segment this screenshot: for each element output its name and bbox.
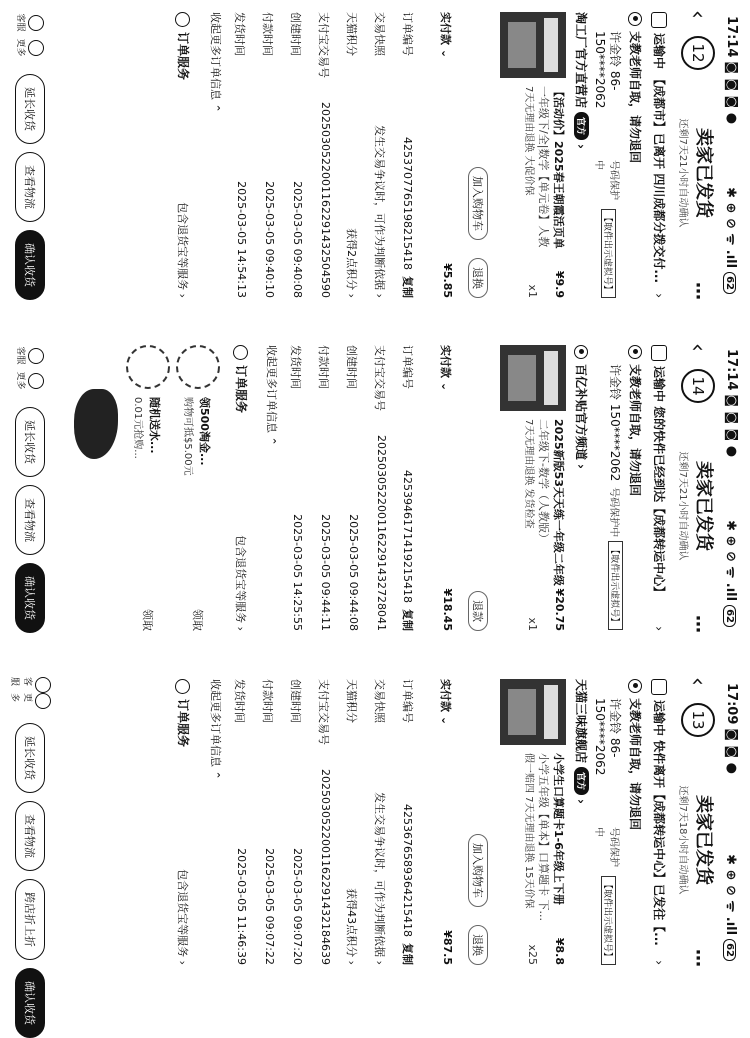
address-text: 支教老师自取，请勿退回 <box>628 698 642 831</box>
order-key: 发货时间 <box>233 679 246 723</box>
product-spec: 一年级下/全|数学【单元卷】人教 <box>537 86 550 248</box>
status-icons: ◙ ◙ ◙ ● <box>724 394 740 458</box>
address-text: 支教老师自取，请勿退回 <box>628 31 642 164</box>
more-button[interactable] <box>9 693 51 709</box>
protect-text: 号码保护中 <box>608 487 619 538</box>
protect-text: 号码保护中 <box>593 827 620 868</box>
order-key: 交易快照 <box>373 12 386 56</box>
confirm-receipt-button[interactable]: 确认收货 <box>15 230 45 300</box>
order-row <box>316 679 332 965</box>
product-qty: x1 <box>526 617 539 631</box>
order-key: 支付宝交易号 <box>317 679 330 745</box>
order-value: 4253707765198215418 <box>401 137 414 270</box>
order-row <box>260 679 276 965</box>
chat-icon <box>29 348 45 364</box>
order-value: 2025-03-05 14:25:55 <box>291 514 304 631</box>
coupon-sub: 购物可抵$5.00元 <box>182 397 194 476</box>
refund-button[interactable]: 退款 <box>468 591 488 631</box>
mini-label: 更多 <box>15 38 26 57</box>
status-bar <box>722 349 742 627</box>
product-item[interactable] <box>498 679 566 965</box>
order-value: 发生交易争议时，可作为判断依据 › <box>373 792 386 965</box>
copy-button[interactable]: 复制 <box>401 943 414 965</box>
order-value: 2025030522001162291432504590 <box>319 102 332 298</box>
collapse-label: 收起更多订单信息 <box>209 12 222 100</box>
order-key: 发货时间 <box>233 12 246 56</box>
chevron-down-icon[interactable]: ⌄ <box>439 715 452 726</box>
order-value: 2025-03-05 09:40:10 <box>263 181 276 298</box>
extend-receipt-button[interactable]: 延长收货 <box>15 723 45 793</box>
extend-receipt-button[interactable]: 延长收货 <box>15 74 45 144</box>
order-value: 4253676589364215418 <box>401 804 414 937</box>
logistics-row[interactable] <box>651 12 668 298</box>
signal-icons: ✱ ⊕ ⊘ ᯤ .ıll <box>723 520 738 602</box>
paid-label: 实付款 <box>439 679 452 712</box>
check-circle-icon <box>233 345 248 360</box>
more-icon[interactable]: ⋯ <box>687 282 709 300</box>
order-row <box>344 345 360 631</box>
back-icon[interactable]: ‹ <box>685 343 711 352</box>
chevron-up-icon: ⌃ <box>209 770 222 780</box>
order-value: 4253946171419215418 <box>401 470 414 603</box>
order-key: 天猫积分 <box>345 679 358 723</box>
chevron-right-icon: › <box>652 626 667 631</box>
header <box>676 677 720 967</box>
view-logistics-button[interactable]: 查看物流 <box>15 152 45 222</box>
chat-icon <box>35 677 51 693</box>
redaction-scribble <box>74 389 118 459</box>
order-row[interactable] <box>372 12 388 298</box>
chevron-right-icon: › <box>652 293 667 298</box>
coupon-sub: 0.01元抢购... <box>132 397 144 459</box>
order-row <box>288 12 304 298</box>
coupon-title: 领500淘金... <box>198 397 212 466</box>
product-item[interactable] <box>498 345 566 631</box>
product-name: 小学生口算题卡1-6年级上下册 <box>552 753 565 905</box>
mini-label: 客服 <box>9 677 32 687</box>
item-actions <box>468 591 488 631</box>
more-circle-icon <box>29 40 45 56</box>
paid-label: 实付款 <box>439 345 452 378</box>
paid-row <box>438 679 454 965</box>
order-service-row[interactable] <box>175 12 192 298</box>
item-actions <box>468 834 488 965</box>
header <box>676 10 720 300</box>
auto-confirm-text: 还剩7天21小时自动确认 <box>677 118 689 228</box>
virtual-number-tag[interactable]: 【取件出示虚拟号】 <box>601 209 616 298</box>
header <box>676 343 720 633</box>
chat-icon <box>29 15 45 31</box>
store-name: 天猫三味旗舰店 <box>574 679 588 764</box>
order-key: 交易快照 <box>373 679 386 723</box>
status-time: 17:14 <box>724 16 740 58</box>
battery-icon: 62 <box>723 605 736 627</box>
order-key: 支付宝交易号 <box>373 345 386 411</box>
product-price: ¥20.75 <box>553 588 566 631</box>
item-actions <box>468 167 488 298</box>
logistics-text: 运输中 您的快件已经到达【成都转运中心】 <box>652 366 666 599</box>
view-logistics-button[interactable]: 查看物流 <box>15 801 45 871</box>
back-icon[interactable]: ‹ <box>685 10 711 19</box>
signal-icons: ✱ ⊕ ⊘ ᯤ .ıll <box>723 187 738 269</box>
chevron-up-icon: ⌃ <box>209 103 222 113</box>
more-icon[interactable]: ⋯ <box>687 615 709 633</box>
collapse-order-info[interactable] <box>208 12 224 298</box>
product-thumbnail <box>500 345 566 411</box>
order-row[interactable] <box>344 679 360 965</box>
confirm-receipt-button[interactable]: 确认收货 <box>15 563 45 633</box>
service-label: 订单服务 <box>234 365 248 414</box>
return-button[interactable]: 退换 <box>468 258 488 298</box>
check-circle-icon <box>175 679 190 694</box>
paid-row <box>438 12 454 298</box>
order-service-row[interactable] <box>175 679 192 965</box>
product-qty: x1 <box>526 284 539 298</box>
address-row[interactable] <box>627 679 644 965</box>
handwritten-annotation: 13 <box>681 703 715 737</box>
recipient-phone: 许金铃 86-150****2062 <box>593 698 622 776</box>
order-row <box>400 345 416 631</box>
more-button[interactable] <box>16 368 45 393</box>
virtual-number-tag[interactable]: 【取件出示虚拟号】 <box>608 541 623 630</box>
battery-icon: 62 <box>723 939 736 961</box>
status-bar <box>722 16 742 294</box>
order-value: 获得43点积分 › <box>345 888 358 965</box>
cross-store-discount-button[interactable]: 跨店折上折 <box>15 879 45 960</box>
order-row <box>316 345 332 631</box>
more-circle-icon <box>35 693 51 709</box>
service-summary: 包含退货宝等服务 › <box>176 202 190 298</box>
order-row <box>316 12 332 298</box>
order-value: 2025-03-05 14:54:13 <box>235 181 248 298</box>
order-value: 获得2点积分 › <box>345 228 358 298</box>
auto-confirm-text: 还剩7天21小时自动确认 <box>677 451 689 561</box>
mini-label: 客服 <box>15 346 26 365</box>
paid-value: ¥87.5 <box>441 930 454 965</box>
order-row <box>288 345 304 631</box>
protect-text: 号码保护中 <box>593 160 620 201</box>
store-row[interactable] <box>573 345 590 631</box>
mini-label: 客服 <box>15 13 26 32</box>
order-key: 创建时间 <box>289 12 302 56</box>
order-status-title: 卖家已发货 <box>693 795 715 885</box>
order-value: 2025-03-05 09:07:20 <box>291 848 304 965</box>
claim-button[interactable]: 领取 <box>191 609 204 631</box>
recipient-phone: 许金铃 86-150****2062 <box>593 31 622 109</box>
subsidy-icon <box>575 345 589 359</box>
order-key: 天猫积分 <box>345 12 358 56</box>
bottom-bar <box>9 677 50 1025</box>
status-bar <box>722 683 742 961</box>
check-circle-icon <box>175 12 190 27</box>
customer-service-button[interactable] <box>9 677 51 693</box>
store-row[interactable] <box>573 12 590 298</box>
view-logistics-button[interactable]: 查看物流 <box>15 485 45 555</box>
chevron-right-icon: › <box>652 960 667 965</box>
collapse-label: 收起更多订单信息 <box>209 679 222 767</box>
order-key: 支付宝交易号 <box>317 12 330 78</box>
truck-icon <box>652 345 668 361</box>
product-thumbnail <box>500 12 566 78</box>
order-key: 创建时间 <box>345 345 358 389</box>
product-name: 2025新版53天天练一年级二年级 <box>552 419 565 586</box>
order-row <box>232 679 248 965</box>
product-note: 7天无理由退换 发货检查 <box>523 419 534 529</box>
truck-icon <box>652 679 668 695</box>
copy-button[interactable]: 复制 <box>401 276 414 298</box>
service-summary: 包含退货宝等服务 › <box>176 869 190 965</box>
customer-service-button[interactable] <box>16 10 45 35</box>
logistics-row[interactable] <box>651 345 668 631</box>
location-icon <box>629 679 643 693</box>
add-to-cart-button[interactable]: 加入购物车 <box>468 167 488 240</box>
order-status-title: 卖家已发货 <box>693 461 715 551</box>
extend-receipt-button[interactable]: 延长收货 <box>15 407 45 477</box>
store-flag: 官方 <box>574 112 589 140</box>
service-summary: 包含退货宝等服务 › <box>234 535 248 631</box>
recipient-row <box>607 364 624 631</box>
logistics-row[interactable] <box>651 679 668 965</box>
more-circle-icon <box>29 373 45 389</box>
chevron-up-icon: ⌃ <box>265 436 278 446</box>
product-note: 7天无理由退换 大促价保 <box>523 86 534 196</box>
mini-label: 更多 <box>9 693 32 703</box>
order-service-row[interactable] <box>233 345 250 631</box>
order-value: 2025030522001162291432728041 <box>375 435 388 631</box>
order-status-title: 卖家已发货 <box>693 128 715 218</box>
return-button[interactable]: 退换 <box>468 925 488 965</box>
status-icons: ◙ ◙ ● <box>724 728 740 775</box>
more-button[interactable] <box>16 35 45 60</box>
order-value: 2025-03-05 11:46:39 <box>235 848 248 965</box>
order-value: 2025-03-05 09:44:08 <box>347 514 360 631</box>
more-icon[interactable]: ⋯ <box>687 949 709 967</box>
status-time: 17:09 <box>724 683 740 725</box>
virtual-number-tag[interactable]: 【取件出示虚拟号】 <box>601 876 616 965</box>
copy-button[interactable]: 复制 <box>401 609 414 631</box>
order-value: 2025-03-05 09:44:11 <box>319 514 332 631</box>
logistics-text: 运输中 【成都市】已离开 四川成都分拨交付... <box>652 33 666 284</box>
order-value: 2025-03-05 09:40:08 <box>291 181 304 298</box>
confirm-receipt-button[interactable]: 确认收货 <box>15 968 45 1038</box>
handwritten-annotation: 14 <box>681 369 715 403</box>
order-key: 付款时间 <box>261 679 274 723</box>
order-panel-3 <box>0 667 750 1025</box>
store-flag: 官方 <box>574 767 589 795</box>
battery-icon: 62 <box>723 272 736 294</box>
order-key: 订单编号 <box>401 12 414 56</box>
order-row <box>288 679 304 965</box>
product-spec: 小学五年级【单本】口算题卡 下... <box>537 753 550 921</box>
paid-value: ¥5.85 <box>441 263 454 298</box>
order-key: 发货时间 <box>289 345 302 389</box>
order-row[interactable] <box>372 679 388 965</box>
coupon-badge-icon <box>126 345 170 389</box>
paid-value: ¥18.45 <box>441 588 454 631</box>
order-key: 付款时间 <box>261 12 274 56</box>
order-panel-2 <box>0 333 750 643</box>
order-panel-1 <box>0 0 750 310</box>
location-icon <box>629 12 643 26</box>
chevron-down-icon[interactable]: ⌄ <box>439 48 452 59</box>
product-spec: 二年级下-数学（人教版） <box>537 419 550 544</box>
add-to-cart-button[interactable]: 加入购物车 <box>468 834 488 907</box>
location-icon <box>629 345 643 359</box>
coupon-badge-icon <box>176 345 220 389</box>
product-price: ¥9.9 <box>553 270 566 298</box>
order-row <box>232 12 248 298</box>
chevron-right-icon: › <box>574 144 589 149</box>
product-name: 【活动价】2025春王朝霞活页单 <box>552 86 565 249</box>
order-value: 2025-03-05 09:07:22 <box>263 848 276 965</box>
collapse-order-info[interactable] <box>264 345 280 631</box>
collapse-order-info[interactable] <box>208 679 224 965</box>
order-row <box>400 12 416 298</box>
claim-button[interactable]: 领取 <box>141 609 154 631</box>
order-key: 订单编号 <box>401 345 414 389</box>
customer-service-button[interactable] <box>16 343 45 368</box>
product-item[interactable] <box>498 12 566 298</box>
order-row <box>260 12 276 298</box>
product-price: ¥8.8 <box>553 937 566 965</box>
coupon-card[interactable] <box>126 345 170 631</box>
service-label: 订单服务 <box>176 32 190 81</box>
status-icons: ◙ ◙ ◙ ● <box>724 61 740 125</box>
coupon-title: 随机送水... <box>148 397 162 454</box>
order-key: 付款时间 <box>317 345 330 389</box>
order-row <box>400 679 416 965</box>
truck-icon <box>652 12 668 28</box>
mini-label: 更多 <box>15 371 26 390</box>
chevron-right-icon: › <box>574 464 589 469</box>
paid-row <box>438 345 454 631</box>
auto-confirm-text: 还剩7天18小时自动确认 <box>677 785 689 895</box>
recipient-row <box>593 31 624 298</box>
store-name: 百亿补贴官方频道 <box>574 364 588 461</box>
bottom-bar <box>10 10 50 300</box>
bottom-bar <box>10 343 50 633</box>
logistics-text: 运输中 快件离开【成都转运中心】已发往【... <box>652 700 666 946</box>
recipient-phone: 许金铃 150****2062 <box>608 364 622 482</box>
product-thumbnail <box>500 679 566 745</box>
coupon-card[interactable] <box>176 345 220 631</box>
back-icon[interactable]: ‹ <box>685 677 711 686</box>
service-label: 订单服务 <box>176 699 190 748</box>
chevron-right-icon: › <box>574 799 589 804</box>
store-row[interactable] <box>573 679 590 965</box>
address-text: 支教老师自取，请勿退回 <box>628 364 642 497</box>
order-value: 2025030522001162291432184639 <box>319 769 332 965</box>
product-qty: x25 <box>526 944 539 965</box>
paid-label: 实付款 <box>439 12 452 45</box>
order-key: 创建时间 <box>289 679 302 723</box>
recipient-row <box>593 698 624 965</box>
collapse-label: 收起更多订单信息 <box>265 345 278 433</box>
handwritten-annotation: 12 <box>681 36 715 70</box>
order-row <box>372 345 388 631</box>
product-note: 假一赔四 7天无理由退换 15天价保 <box>523 753 534 909</box>
address-row[interactable] <box>627 345 644 631</box>
signal-icons: ✱ ⊕ ⊘ ᯤ .ıll <box>723 854 738 936</box>
order-value: 发生交易争议时，可作为判断依据 › <box>373 125 386 298</box>
order-row[interactable] <box>344 12 360 298</box>
order-key: 订单编号 <box>401 679 414 723</box>
chevron-down-icon[interactable]: ⌄ <box>439 381 452 392</box>
status-time: 17:14 <box>724 349 740 391</box>
store-name: 淘工厂官方直营店 <box>574 12 588 109</box>
address-row[interactable] <box>627 12 644 298</box>
